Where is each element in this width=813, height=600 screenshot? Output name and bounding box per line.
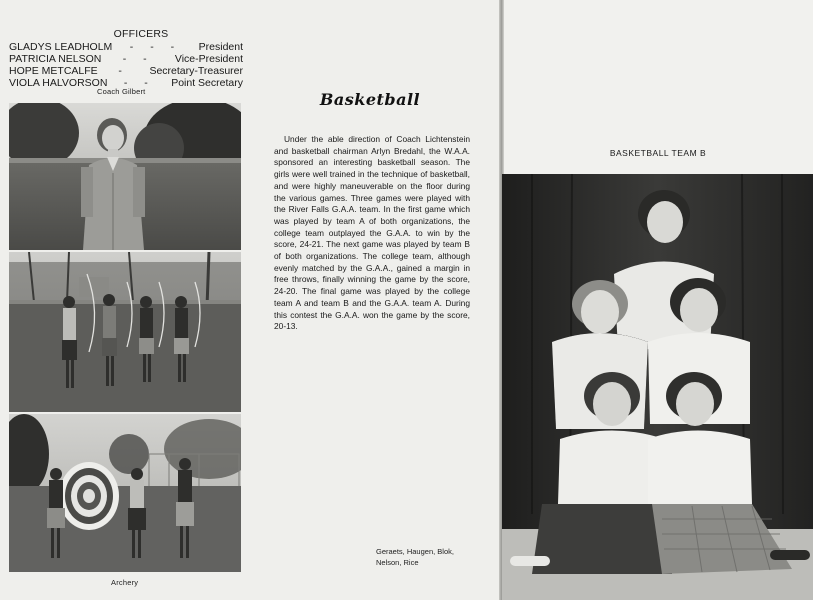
officer-role: President — [198, 41, 243, 53]
officer-dashes: - - - — [129, 41, 182, 53]
coach-photo — [9, 103, 241, 250]
article-heading: Basketball — [319, 90, 421, 109]
officers-list — [9, 28, 243, 89]
team-caption-line: Nelson, Rice — [376, 558, 419, 567]
officer-row — [9, 41, 243, 53]
team-caption — [376, 546, 486, 568]
officer-dashes: - — [118, 65, 129, 77]
archery-target-photo — [9, 414, 241, 572]
officer-dashes: - - — [123, 77, 155, 89]
team-caption-line: Geraets, Haugen, Blok, — [376, 547, 454, 556]
team-title: BASKETBALL TEAM B — [609, 148, 707, 158]
archers-photo — [9, 252, 241, 412]
officer-name: PATRICIA NELSON — [9, 53, 102, 65]
officer-row — [9, 65, 243, 77]
team-photo — [502, 174, 813, 600]
officer-name: HOPE METCALFE — [9, 65, 98, 77]
archery-caption: Archery — [111, 578, 139, 587]
officer-role: Secretary-Treasurer — [149, 65, 243, 77]
officer-row — [9, 53, 243, 65]
officer-name: GLADYS LEADHOLM — [9, 41, 113, 53]
coach-caption: Coach Gilbert — [97, 87, 146, 96]
officer-dashes: - - — [122, 53, 154, 65]
officers-title: OFFICERS — [113, 28, 169, 40]
officer-name: VIOLA HALVORSON — [9, 77, 108, 89]
article-body: Under the able direction of Coach Lichtenstein and basketball chairman Arlyn Bredahl, the W.A.A. sponsored an interesting basketball season. The girls were well trained in the technique of basketball, and were highly maneuverable on the floor during the various games. Three games were played with the River Falls G.A.A. team. In the first game which was played by team A of both organizations, the college team outplayed the G.A.A. to win by the score, 24-21. The next game was played by team B of both organizations. The college team, although evenly matched by the G.A.A., gained a margin in free throws, finally winning the game by the score, 24-20. The final game was played by the college team A and team B and the G.A.A. team A. During this contest the G.A.A. won the game by the score, 20-13. — [274, 134, 470, 332]
officer-role: Vice-President — [174, 53, 243, 65]
officer-role: Point Secretary — [171, 77, 243, 89]
